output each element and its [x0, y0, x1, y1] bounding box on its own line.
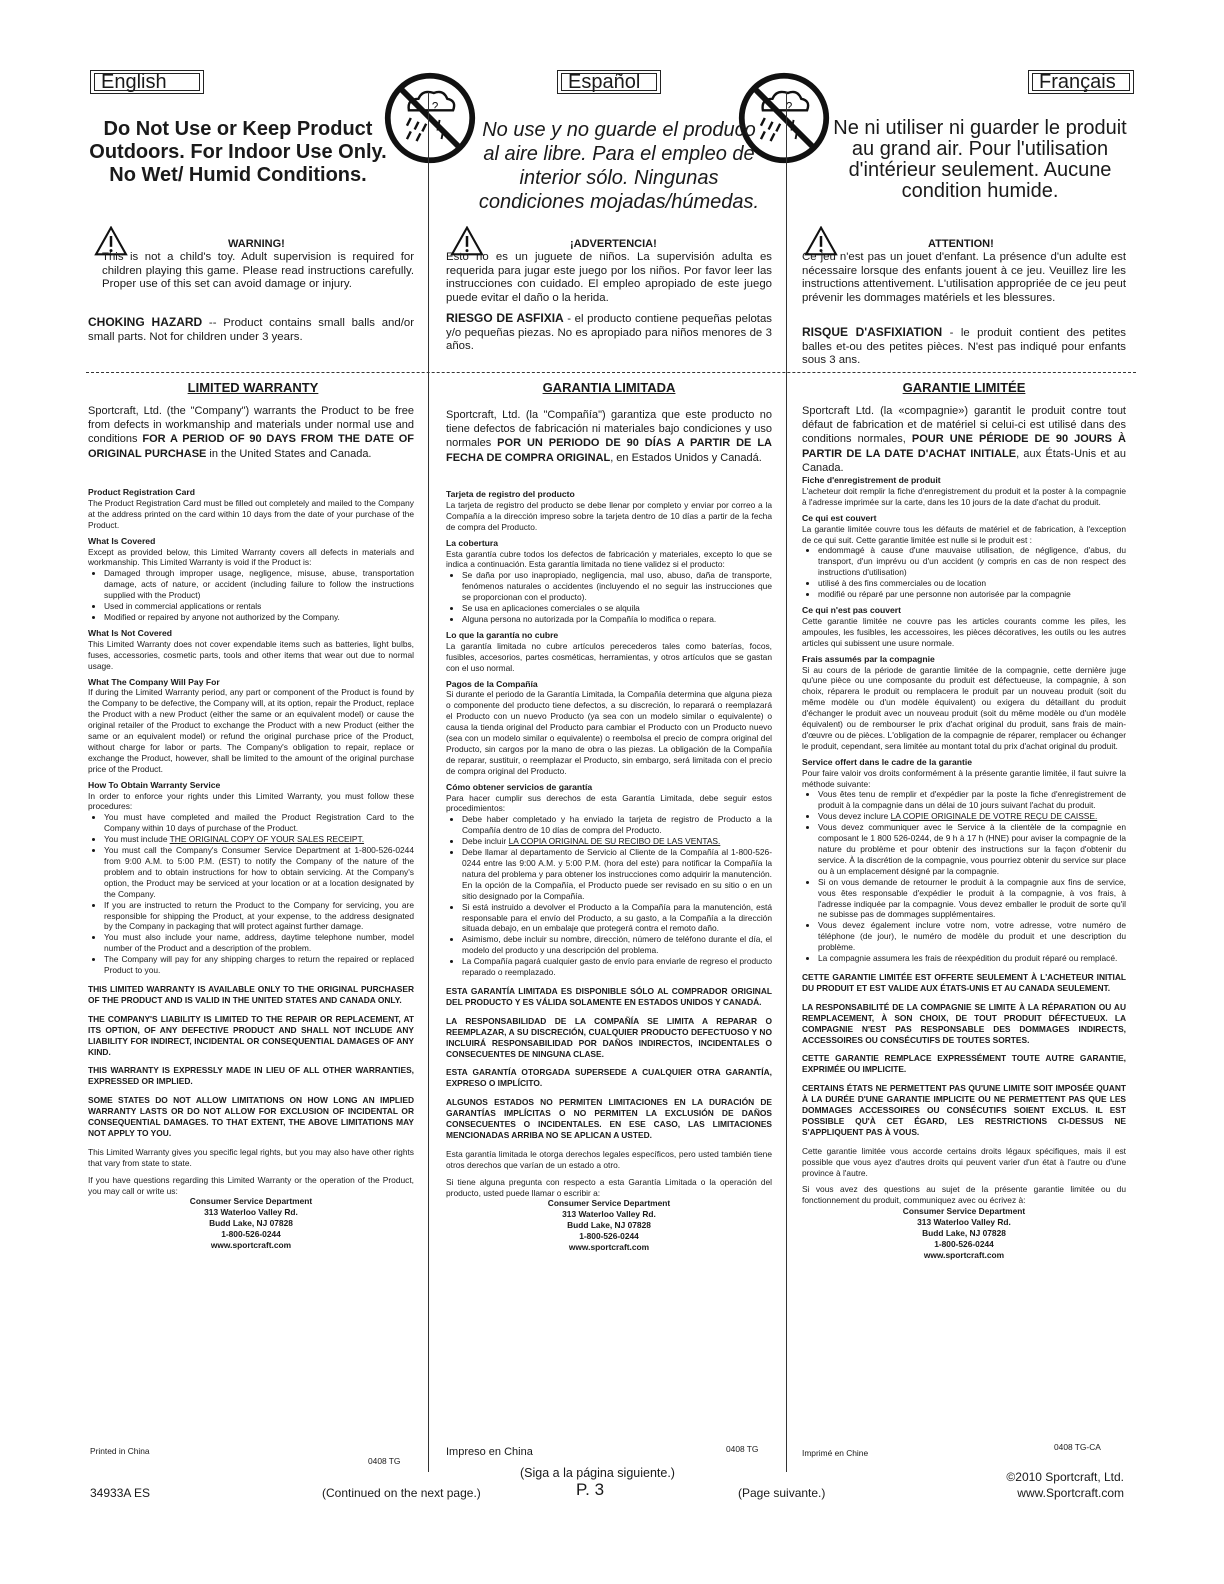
warning-heading: WARNING!	[228, 238, 285, 250]
list-item: • If you are instructed to return the Product to the Company for servicing, you are responsible for shipping the Product, at your expense, to the address designated by the Company in packaging that will protect against further damage.	[104, 900, 414, 933]
address-block: Consumer Service Department 313 Waterloo Valley Rd. Budd Lake, NJ 07828 1-800-526-0244 www.sportcraft.com	[547, 1198, 671, 1253]
warning-text: Ce jeu n'est pas un jouet d'enfant. La présence d'un adulte est nécessaire lorsque des enfants jouent à ce jeu. Veuillez lire les instructions attentivement. L'utilisation appropriée de ce jeu peut prévenir les dommages matériels et les blessures.	[802, 251, 1126, 304]
language-label-english: English	[90, 70, 204, 94]
section-heading: What Is Covered	[88, 535, 156, 546]
list-item: • Vous devez également inclure votre nom, votre adresse, votre numéro de téléphone (de jour), le numéro de modèle du produit et une description du problème.	[818, 920, 1126, 953]
section-divider	[86, 372, 1136, 373]
list-item: • Si on vous demande de retourner le produit à la compagnie aux fins de service, vous êtes responsable d'expédier le produit à la compagnie, à vos frais, à l'adresse indiquée par la compagnie. Vous devez emballer le produit de sorte qu'il ne subisse pas de dommages supplémentaires.	[818, 877, 1126, 921]
section-heading: Fiche d'enregistrement de produit	[802, 475, 941, 485]
list-item: • Used in commercial applications or rentals	[104, 601, 414, 612]
section-heading: Product Registration Card	[88, 487, 195, 497]
list-item: • La compagnie assumera les frais de réexpédition du produit réparé ou remplacé.	[818, 953, 1126, 964]
warranty-intro: Sportcraft Ltd. (la «compagnie») garantit le produit contre tout défaut de fabrication et de matériel si celui-ci est utilisé dans des conditions normales, POUR UNE PÉRIODE DE 90 JOURS À PARTIR DE LA DATE D'ACHAT INITIALE, aux États-Unis et au Canada.	[802, 405, 1126, 474]
english-title: Do Not Use or Keep Product Outdoors. For Indoor Use Only. No Wet/ Humid Conditions.	[89, 118, 387, 186]
section-heading: Pagos de la Compañía	[446, 678, 538, 689]
part-number: 34933A ES	[90, 1486, 151, 1500]
choking-hazard: CHOKING HAZARD -- Product contains small balls and/or small parts. Not for children under 3 years.	[88, 315, 414, 343]
list-item: • Asimismo, debe incluir su nombre, dirección, número de teléfono durante el día, el modelo del producto y una descripción del problema.	[462, 934, 772, 956]
section-heading: Lo que la garantía no cubre	[446, 629, 559, 640]
list-item: • You must call the Company's Consumer Service Department at 1-800-526-0244 from 9:00 A.M. to 5:00 P.M. (EST) to notify the Company of the nature of the problem and to obtain instructions for how to obtain servicing. At the Company's option, the Product may be serviced at your location or at a location designated by the Company.	[104, 845, 414, 900]
section-heading: La cobertura	[446, 537, 499, 548]
list-item: • La Compañía pagará cualquier gasto de envío para enviarle de regreso el producto reparado o reemplazado.	[462, 956, 772, 978]
section-heading: What Is Not Covered	[88, 627, 173, 638]
print-code: 0408 TG	[726, 1444, 759, 1454]
list-item: • utilisé à des fins commerciales ou de location	[818, 578, 1126, 589]
list-item: • Vous devez inclure LA COPIE ORIGINALE DE VOTRE REÇU DE CAISSE.	[818, 811, 1126, 822]
list-item: • Se usa en aplicaciones comerciales o se alquila	[462, 603, 772, 614]
section-heading: How To Obtain Warranty Service	[88, 779, 221, 790]
list-item: • Damaged through improper usage, negligence, misuse, abuse, transportation damage, acts of nature, or accident (including failure to follow the instructions supplied with the Product)	[104, 568, 414, 601]
website: www.Sportcraft.com	[1017, 1486, 1124, 1500]
list-item: • modifié ou réparé par une personne non autorisée par la compagnie	[818, 589, 1126, 600]
french-title: Ne ni utiliser ni guarder le produit au grand air. Pour l'utilisation d'intérieur seulement. Aucune condition humide.	[833, 117, 1127, 202]
warranty-intro: Sportcraft, Ltd. (la "Compañía") garantiza que este producto no tiene defectos de fabricación ni materiales bajo condiciones y uso normales POR UN PERIODO DE 90 DÍAS A PARTIR DE LA FECHA DE COMPRA ORIGINAL, en Estados Unidos y Canadá.	[446, 409, 772, 464]
warranty-body-spanish: Tarjeta de registro del producto La tarjeta de registro del producto se debe llenar por completo y enviar por correo a la Compañía a la dirección impreso sobre la tarjeta dentro de 10 días a partir de la fecha de compra del Producto. La cobertura Esta garantía cubre todos los defectos de fabricación y materiales, excepto lo que se indica a continuación. Esta garantía limitada no tiene validez si el producto: • Se daña por uso inapropiado, negligencia, mal uso, abuso, daña de transporte, fenómenos naturales o accidentes (incluyendo el no seguir las instrucciones que se proporcionan con el producto). • Se usa en aplicaciones comerciales o se alquila • Alguna persona no autorizada por la Compañía lo modifica o repara. Lo que la garantía no cubre La garantía limitada no cubre artículos perecederos tales como baterías, focos, fusibles, accesorios, partes cosméticas, herramientas, y otros artículos que se gastan con el uso normal. Pagos de la Compañía Si durante el periodo de la Garantía Limitada, la Compañía determina que alguna pieza o componente del producto tiene defectos, a su discreción, lo reparará o reemplazará el Producto con un nuevo Producto (ya sea con un modelo similar o equivalente) o causa la tienda original del Producto para cambiar el Producto con un Producto nuevo (sea con un modelo similar o equivalente) o reembolsa el precio de compra original del Producto, sin cargos por la mano de obra o las piezas. La obligación de la Compañía de reparar, sustituir, o reemplazar el Producto, sin embargo, será limitada con el precio de compra original del Producto. Cómo obtener servicios de garantía Para hacer cumplir sus derechos de esta Garantía Limitada, debe seguir estos procedimientos: • Debe haber completado y ha enviado la tarjeta de registro de Producto a la Compañía dentro de 10 días de compra del Producto. • Debe incluir LA COPIA ORIGINAL DE SU RECIBO DE LAS VENTAS. • Debe llamar al departamento de Servicio al Cliente de la Compañía al 1-800-526-0244 entre las 9:00 A.M. y 5:00 P.M. (hora del este) para notificar la Compañía la natura del problema y para obtener los instrucciones como adquirir la manutención. En la opción de la Compañía, el Producto puede ser revisado en su sitio o en un sitio designado por la Compañía. • Si está instruido a devolver el Producto a la Compañía para la manutención, está responsable para el envío del Producto, a su gasto, a la Compañía a la dirección situada debajo, en un embalaje que protegerá contra el remoto daño. • Asimismo, debe incluir su nombre, dirección, número de teléfono durante el día, el modelo del producto y una descripción del problema. • La Compañía pagará cualquier gasto de envío para enviarle de regreso el producto reparado o reemplazado. ESTA GARANTÍA LIMITADA ES DISPONIBLE SÓLO AL COMPRADOR ORIGINAL DEL PRODUCTO Y ES VÁLIDA SOLAMENTE EN ESTADOS UNIDOS Y CANADÁ. LA RESPONSABILIDAD DE LA COMPAÑÍA SE LIMITA A REPARAR O REEMPLAZAR, A SU DISCRECIÓN, CUALQUIER PRODUCTO DEFECTUOSO Y NO INCLUIRÁ RESPONSABILIDAD POR DAÑOS INDIRECTOS, INCIDENTALES O CONSECUENTES DE NINGUNA CLASE. ESTA GARANTÍA OTORGADA SUPERSEDE A CUALQUIER OTRA GARANTÍA, EXPRESO O IMPLÍCITO. ALGUNOS ESTADOS NO PERMITEN LIMITACIONES EN LA DURACIÓN DE GARANTÍAS IMPLÍCITAS O NO PERMITEN LA EXCLUSIÓN DE DAÑOS CONSECUENTES O INCIDENTALES. EN ESE CASO, LAS LIMITACIONES MENCIONADAS ARRIBA NO SE APLICAN A USTED. Esta garantía limitada le otorga derechos legales específicos, pero usted también tiene otros derechos que varían de un estado a otro. Si tiene alguna pregunta con respecto a esta Garantía Limitada o la operación del producto, usted puede llamar o escribir a: Consumer Service Department 313 Waterloo Valley Rd. Budd Lake, NJ 07828 1-800-526-0244 www.sportcraft.com	[446, 484, 772, 1253]
continued-french: (Page suivante.)	[738, 1486, 826, 1500]
print-code: 0408 TG	[368, 1456, 401, 1466]
section-heading: Service offert dans le cadre de la garantie	[802, 756, 973, 767]
list-item: • Debe incluir LA COPIA ORIGINAL DE SU RECIBO DE LAS VENTAS.	[462, 836, 772, 847]
section-heading: Cómo obtener servicios de garantía	[446, 781, 593, 792]
warning-text: Esto no es un juguete de niños. La supervisión adulta es requerida para jugar este juego por los niños. Por favor leer las instrucciones con cuidado. El empleo apropiado de este juego puede evitar el daño o la herida.	[446, 251, 772, 304]
continued-spanish: (Siga a la página siguiente.)	[520, 1466, 675, 1480]
list-item: • endommagé à cause d'une mauvaise utilisation, de négligence, d'abus, du transport, d'un imprévu ou d'un accident (y compris en cas de non respect des instructions d'utilisation)	[818, 545, 1126, 578]
list-item: • You must have completed and mailed the Product Registration Card to the Company within 10 days of purchase of the Product.	[104, 812, 414, 834]
warranty-title: GARANTIA LIMITADA	[542, 380, 676, 395]
warranty-title: GARANTIE LIMITÉE	[902, 380, 1026, 395]
copyright: ©2010 Sportcraft, Ltd.	[1006, 1470, 1124, 1484]
svg-text:?: ?	[431, 101, 439, 114]
column-divider	[786, 92, 787, 1472]
svg-text:?: ?	[785, 101, 793, 114]
page-number: P. 3	[576, 1480, 605, 1499]
list-item: • You must include THE ORIGINAL COPY OF YOUR SALES RECEIPT.	[104, 834, 414, 845]
spanish-title: No use y no guarde el produco al aire libre. Para el empleo de interior sólo. Ningunas condiciones mojadas/húmedas.	[478, 119, 760, 213]
section-heading: What The Company Will Pay For	[88, 676, 220, 687]
print-code: 0408 TG-CA	[1054, 1442, 1101, 1452]
continued-english: (Continued on the next page.)	[322, 1486, 481, 1500]
warning-heading: ATTENTION!	[928, 238, 994, 250]
list-item: • The Company will pay for any shipping charges to return the repaired or replaced Product to you.	[104, 954, 414, 976]
list-item: • Si está instruido a devolver el Producto a la Compañía para la manutención, está responsable para el envío del Producto, a su gasto, a la Compañía a la dirección situada debajo, en un embalaje que protegerá contra el remoto daño.	[462, 902, 772, 935]
list-item: • Se daña por uso inapropiado, negligencia, mal uso, abuso, daña de transporte, fenómenos naturales o accidentes (incluyendo el no seguir las instrucciones que se proporcionan con el producto).	[462, 570, 772, 603]
list-item: • Modified or repaired by anyone not authorized by the Company.	[104, 612, 414, 623]
list-item: • You must also include your name, address, daytime telephone number, model number of the Product and a description of the problem.	[104, 932, 414, 954]
warning-text: This is not a child's toy. Adult supervision is required for children playing this game. Please read instructions carefully. Proper use of this set can avoid damage or injury.	[102, 251, 414, 291]
warranty-title: LIMITED WARRANTY	[187, 380, 319, 395]
choking-hazard: RIESGO DE ASFIXIA - el producto contiene pequeñas pelotas y/o pequeñas piezas. No es apropiado para niños menores de 3 años.	[446, 311, 773, 353]
no-rain-outdoor-icon	[382, 70, 478, 166]
section-heading: Tarjeta de registro del producto	[446, 489, 575, 499]
choking-hazard: RISQUE D'ASFIXIATION - le produit contient des petites balles et-ou des petites pièces. N'est pas indiqué pour enfants sous 3 ans.	[802, 325, 1126, 367]
section-heading: Ce qui n'est pas couvert	[802, 604, 901, 615]
list-item: • Vous êtes tenu de remplir et d'expédier par la poste la fiche d'enregistrement de produit à la compagnie dans un délai de 10 jours suivant l'achat du produit.	[818, 789, 1126, 811]
column-divider	[428, 92, 429, 1472]
printed-in: Impreso en China	[446, 1446, 533, 1458]
list-item: • Debe llamar al departamento de Servicio al Cliente de la Compañía al 1-800-526-0244 entre las 9:00 A.M. y 5:00 P.M. (hora del este) para notificar la Compañía la natura del problema y para obtener los instrucciones como adquirir la manutención. En la opción de la Compañía, el Producto puede ser revisado en su sitio o en un sitio designado por la Compañía.	[462, 847, 772, 902]
language-label-french: Français	[1028, 70, 1134, 94]
language-label-spanish: Español	[557, 70, 661, 94]
warranty-body-french: Fiche d'enregistrement de produit L'acheteur doit remplir la fiche d'enregistrement du produit et la poster à la compagnie à l'adresse imprimée sur la carte, dans les 10 jours de la date d'achat du produit. Ce qui est couvert La garantie limitée couvre tous les défauts de matériel et de fabrication, à l'exception de ce qui suit. Cette garantie limitée est nulle si le produit est : • endommagé à cause d'une mauvaise utilisation, de négligence, d'abus, du transport, d'un imprévu ou d'un accident (y compris en cas de non respect des instructions d'utilisation) • utilisé à des fins commerciales ou de location • modifié ou réparé par une personne non autorisée par la compagnie Ce qui n'est pas couvert Cette garantie limitée ne couvre pas les articles courants comme les piles, les ampoules, les fusibles, les accessoires, les pièces décoratives, les outils ou les autres articles qui subissent une usure normale. Frais assumés par la compagnie Si au cours de la période de garantie limitée de la compagnie, cette dernière juge qu'une pièce ou une composante du produit est défectueuse, la compagnie, à son choix, réparera le produit ou remplacera le produit par un nouveau produit (soit du même modèle ou d'un modèle équivalent) ou exigera du détaillant du produit d'échanger le produit avec un nouveau produit (soit du même modèle ou d'un modèle équivalent) ou de rembourser le prix d'achat original du produit, sans frais de main-d'œuvre ou de pièces. L'obligation de la compagnie de réparer, remplacer ou échanger le produit, cependant, sera limitée au montant total du prix d'achat original du produit. Service offert dans le cadre de la garantie Pour faire valoir vos droits conformément à la présente garantie limitée, il faut suivre la méthode suivante: • Vous êtes tenu de remplir et d'expédier par la poste la fiche d'enregistrement de produit à la compagnie dans un délai de 10 jours suivant l'achat du produit. • Vous devez inclure LA COPIE ORIGINALE DE VOTRE REÇU DE CAISSE. • Vous devez communiquer avec le Service à la clientèle de la compagnie en composant le 1 800 526-0244, de 9 h à 17 h (HNE) pour aviser la compagnie de la nature du problème et pour obtenir des instructions sur la façon d'obtenir du service. À la discrétion de la compagnie, vous pourriez obtenir du service sur place ou à un emplacement désigné par la compagnie. • Si on vous demande de retourner le produit à la compagnie aux fins de service, vous êtes responsable d'expédier le produit à la compagnie, à vos frais, à l'adresse indiquée par la compagnie. Vous devez emballer le produit de sorte qu'il ne subisse pas de dommages supplémentaires. • Vous devez également inclure votre nom, votre adresse, votre numéro de téléphone (de jour), le numéro de modèle du produit et une description du problème. • La compagnie assumera les frais de réexpédition du produit réparé ou remplacé. CETTE GARANTIE LIMITÉE EST OFFERTE SEULEMENT À L'ACHETEUR INITIAL DU PRODUIT ET EST VALIDE AUX ÉTATS-UNIS ET AU CANADA SEULEMENT. LA RESPONSABILITÉ DE LA COMPAGNIE SE LIMITE À LA RÉPARATION OU AU REMPLACEMENT, À SON CHOIX, DE TOUT PRODUIT DÉFECTUEUX. LA COMPAGNIE N'EST PAS RESPONSABLE DES DOMMAGES INDIRECTS, ACCESSOIRES OU CONSÉCUTIFS DE TOUTES SORTES. CETTE GARANTIE REMPLACE EXPRESSÉMENT TOUTE AUTRE GARANTIE, EXPRIMÉE OU IMPLICITE. CERTAINS ÉTATS NE PERMETTENT PAS QU'UNE LIMITE SOIT IMPOSÉE QUANT À LA DURÉE D'UNE GARANTIE IMPLICITE OU NE PERMETTENT PAS QUE LES DOMMAGES ACCESSOIRES OU CONSÉCUTIFS SOIENT EXCLUS. IL EST POSSIBLE QU'À CET ÉGARD, LES RESTRICTIONS CI-DESSUS NE S'APPLIQUENT PAS À VOUS. Cette garantie limitée vous accorde certains droits légaux spécifiques, mais il est possible que vous ayez d'autres droits qui peuvent varier d'un état à l'autre ou d'une province à l'autre. Si vous avez des questions au sujet de la présente garantie limitée ou du fonctionnement du produit, communiquez avec ou écrivez à: Consumer Service Department 313 Waterloo Valley Rd. Budd Lake, NJ 07828 1-800-526-0244 www.sportcraft.com	[802, 470, 1126, 1261]
address-block: Consumer Service Department 313 Waterloo Valley Rd. Budd Lake, NJ 07828 1-800-526-0244 www.sportcraft.com	[189, 1196, 313, 1251]
section-heading: Frais assumés par la compagnie	[802, 653, 935, 664]
list-item: • Vous devez communiquer avec le Service à la clientèle de la compagnie en composant le 1 800 526-0244, de 9 h à 17 h (HNE) pour aviser la compagnie de la nature du problème et pour obtenir des instructions sur la façon d'obtenir du service. À la discrétion de la compagnie, vous pourriez obtenir du service sur place ou à un emplacement désigné par la compagnie.	[818, 822, 1126, 877]
warranty-intro: Sportcraft, Ltd. (the "Company") warrants the Product to be free from defects in workmanship and materials under normal use and conditions FOR A PERIOD OF 90 DAYS FROM THE DATE OF ORIGINAL PURCHASE in the United States and Canada.	[88, 405, 414, 460]
section-heading: Ce qui est couvert	[802, 512, 877, 523]
warning-heading: ¡ADVERTENCIA!	[570, 238, 657, 250]
printed-in: Printed in China	[90, 1446, 150, 1456]
warranty-body-english: Product Registration Card The Product Registration Card must be filled out completely and mailed to the Company at the address printed on the card within 10 days from the date of your purchase of the Product. What Is Covered Except as provided below, this Limited Warranty covers all defects in materials and workmanship. This Limited Warranty is void if the Product is: • Damaged through improper usage, negligence, misuse, abuse, transportation damage, acts of nature, or accident (including failure to follow the instructions supplied with the Product) • Used in commercial applications or rentals • Modified or repaired by anyone not authorized by the Company. What Is Not Covered This Limited Warranty does not cover expendable items such as batteries, light bulbs, fuses, accessories, cosmetic parts, tools and other items that wear out due to normal usage. What The Company Will Pay For If during the Limited Warranty period, any part or component of the Product is found by the Company to be defective, the Company will, at its option, repair the Product, replace the Product with a new Product (either the same or an equivalent model) or cause the original retailer of the Product to exchange the Product with a new Product (either the same or an equivalent model) or refund the original purchase price of the Product, without charge for labor or parts. The Company's obligation to repair, replace or exchange the Product, however, shall be limited to the amount of the original purchase price of the Product. How To Obtain Warranty Service In order to enforce your rights under this Limited Warranty, you must follow these procedures: • You must have completed and mailed the Product Registration Card to the Company within 10 days of purchase of the Product. • You must include THE ORIGINAL COPY OF YOUR SALES RECEIPT. • You must call the Company's Consumer Service Department at 1-800-526-0244 from 9:00 A.M. to 5:00 P.M. (EST) to notify the Company of the nature of the problem and to obtain instructions for how to obtain servicing. At the Company's option, the Product may be serviced at your location or at a location designated by the Company. • If you are instructed to return the Product to the Company for servicing, you are responsible for shipping the Product, at your expense, to the address designated by the Company in packaging that will protect against further damage. • You must also include your name, address, daytime telephone number, model number of the Product and a description of the problem. • The Company will pay for any shipping charges to return the repaired or replaced Product to you. THIS LIMITED WARRANTY IS AVAILABLE ONLY TO THE ORIGINAL PURCHASER OF THE PRODUCT AND IS VALID IN THE UNITED STATES AND CANADA ONLY. THE COMPANY'S LIABILITY IS LIMITED TO THE REPAIR OR REPLACEMENT, AT ITS OPTION, OF ANY DEFECTIVE PRODUCT AND SHALL NOT INCLUDE ANY LIABILITY FOR INDIRECT, INCIDENTAL OR CONSEQUENTIAL DAMAGES OF ANY KIND. THIS WARRANTY IS EXPRESSLY MADE IN LIEU OF ALL OTHER WARRANTIES, EXPRESSED OR IMPLIED. SOME STATES DO NOT ALLOW LIMITATIONS ON HOW LONG AN IMPLIED WARRANTY LASTS OR DO NOT ALLOW FOR EXCLUSION OF INCIDENTAL OR CONSEQUENTIAL DAMAGES. TO THAT EXTENT, THE ABOVE LIMITATIONS MAY NOT APPLY TO YOU. This Limited Warranty gives you specific legal rights, but you may also have other rights that vary from state to state. If you have questions regarding this Limited Warranty or the operation of the Product, you may call or write us: Consumer Service Department 313 Waterloo Valley Rd. Budd Lake, NJ 07828 1-800-526-0244 www.sportcraft.com	[88, 482, 414, 1251]
printed-in: Imprimé en Chine	[802, 1448, 869, 1458]
address-block: Consumer Service Department 313 Waterloo Valley Rd. Budd Lake, NJ 07828 1-800-526-0244 www.sportcraft.com	[902, 1206, 1026, 1260]
list-item: • Alguna persona no autorizada por la Compañía lo modifica o repara.	[462, 614, 772, 625]
list-item: • Debe haber completado y ha enviado la tarjeta de registro de Producto a la Compañía dentro de 10 días de compra del Producto.	[462, 814, 772, 836]
